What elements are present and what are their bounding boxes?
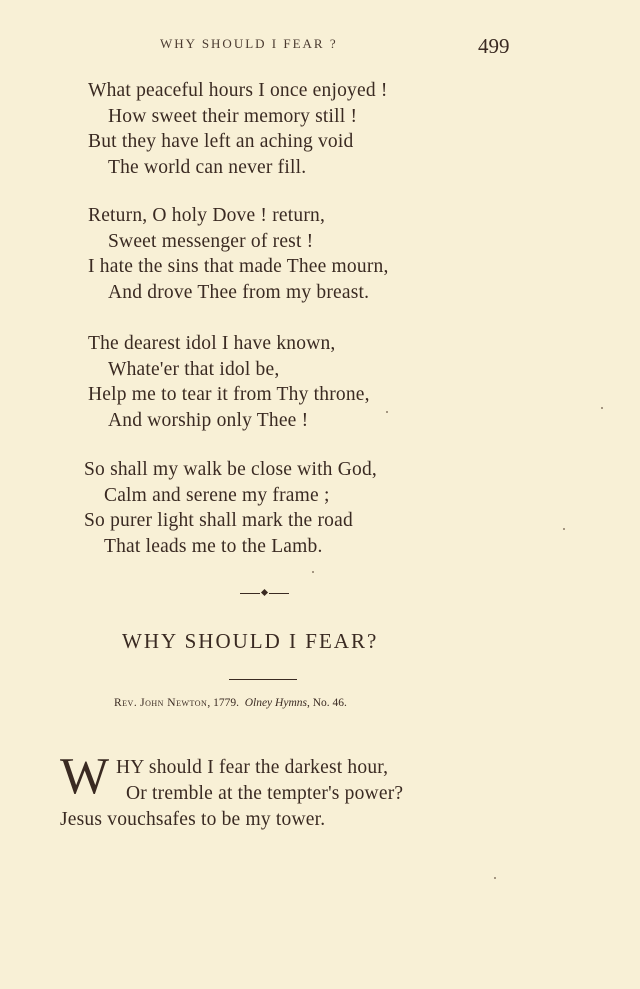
divider-rule-left [240,593,260,594]
paper-speck [601,407,603,409]
stanza-1 [88,78,388,180]
verse-line: Return, O holy Dove ! return, [88,205,326,226]
verse-line: And worship only Thee ! [108,409,309,431]
year: 1779. [213,697,239,709]
divider-rule-right [269,593,289,594]
hymn-title: WHY SHOULD I FEAR? [122,629,379,653]
verse-line: So purer light shall mark the road [84,510,353,531]
verse-line: The world can never fill. [108,156,307,178]
verse-line: HY should I fear the darkest hour, [116,757,389,778]
verse-line: Jesus vouchsafes to be my tower. [60,809,326,830]
verse-line: How sweet their memory still ! [108,105,358,127]
source-title: Olney Hymns [244,697,307,709]
stanza-4 [84,457,377,559]
author-prefix: Rev. [114,697,138,709]
verse-line: What peaceful hours I once enjoyed ! [88,80,388,101]
verse-line: And drove Thee from my breast. [108,281,370,303]
paper-speck [386,411,388,413]
verse-line: The dearest idol I have known, [88,333,336,354]
title-rule [229,679,297,680]
verse-line: Or tremble at the tempter's power? [126,783,404,804]
stanza-2 [88,203,389,305]
author-name: John Newton [140,697,208,709]
paper-speck [494,877,496,879]
verse-line: I hate the sins that made Thee mourn, [88,256,389,277]
verse-line: Help me to tear it from Thy throne, [88,384,370,405]
paper-speck [312,571,314,573]
page-number: 499 [478,34,510,58]
verse-line: Sweet messenger of rest ! [108,230,314,252]
verse-line: Whate'er that idol be, [108,358,280,380]
verse-line: But they have left an aching void [88,131,354,152]
stanza-3 [88,331,370,433]
diamond-ornament-icon [261,589,268,596]
drop-cap: W [60,748,110,805]
section-divider [240,593,290,595]
running-head: WHY SHOULD I FEAR ? [160,36,338,51]
verse-line: So shall my walk be close with God, [84,459,377,480]
verse-line: That leads me to the Lamb. [104,535,323,557]
paper-speck [563,528,565,530]
hymn-attribution: Rev. John Newton, 1779. Olney Hymns, No. 46. [114,697,347,709]
verse-line: Calm and serene my frame ; [104,484,330,506]
hymn-number: No. 46. [312,697,347,709]
